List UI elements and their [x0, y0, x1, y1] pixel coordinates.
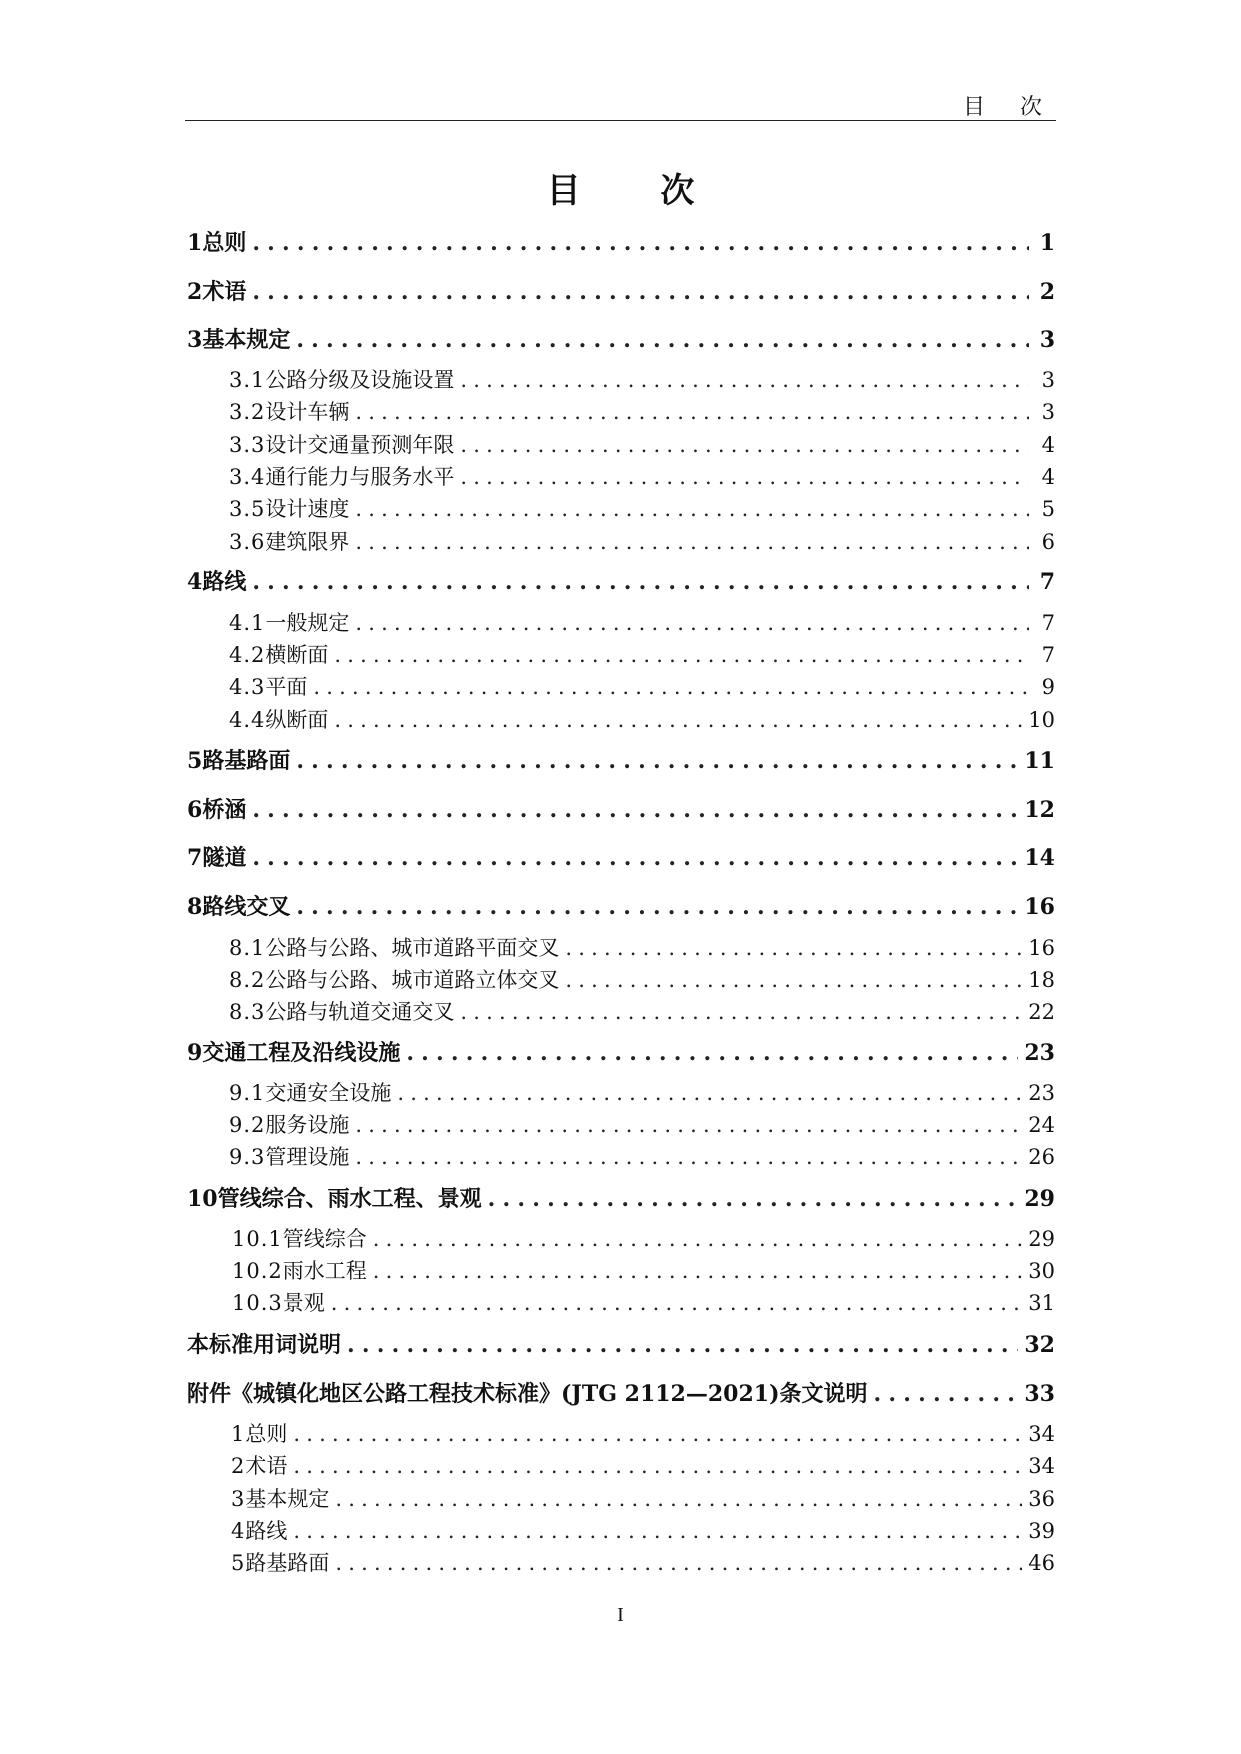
toc-page: 3	[1041, 368, 1055, 392]
toc-label: 路基路面	[202, 748, 291, 774]
toc-page: 26	[1028, 1145, 1055, 1169]
toc-page: 7	[1041, 643, 1055, 667]
toc-entry[interactable]	[187, 607, 1055, 637]
toc-label: 基本规定	[245, 1487, 330, 1511]
dot-leader	[334, 708, 1022, 732]
toc-number: 4	[231, 1519, 246, 1543]
toc-number: 3.3	[229, 433, 266, 457]
toc-entry[interactable]	[187, 1287, 1055, 1317]
toc-entry[interactable]	[187, 639, 1055, 669]
toc-entry[interactable]	[187, 364, 1055, 394]
page-title: 目 次	[546, 171, 729, 211]
toc-entry[interactable]	[187, 964, 1055, 994]
toc-number: 3.4	[229, 465, 266, 489]
dot-leader	[296, 748, 1018, 774]
toc-entry[interactable]	[187, 1077, 1055, 1107]
dot-leader	[460, 368, 1029, 392]
toc-entry[interactable]	[187, 429, 1055, 459]
dot-leader	[293, 1454, 1022, 1478]
toc-page: 29	[1024, 1186, 1055, 1212]
toc-number: 10.1	[232, 1227, 283, 1251]
toc-page: 16	[1024, 894, 1055, 920]
toc-entry[interactable]	[187, 1109, 1055, 1139]
toc-number: 10.2	[232, 1259, 283, 1283]
toc-page: 5	[1041, 497, 1055, 521]
toc-label: 横断面	[265, 643, 329, 667]
dot-leader	[355, 530, 1029, 554]
toc-number: 6	[187, 797, 203, 823]
dot-leader	[460, 465, 1029, 489]
toc-entry[interactable]	[187, 996, 1055, 1026]
toc-number: 8.1	[229, 936, 266, 960]
toc-label: 景观	[282, 1291, 325, 1315]
toc-entry[interactable]	[187, 1483, 1055, 1513]
toc-page: 22	[1028, 1000, 1055, 1024]
toc-page: 30	[1028, 1259, 1055, 1283]
toc-number: 2	[231, 1454, 246, 1478]
toc-label: 通行能力与服务水平	[265, 465, 455, 489]
toc-label: 总则	[245, 1422, 288, 1446]
dot-leader	[252, 230, 1029, 256]
toc-page: 10	[1028, 708, 1055, 732]
toc-page: 24	[1028, 1113, 1055, 1137]
toc-number: 1	[187, 230, 203, 256]
dot-leader	[347, 1332, 1018, 1358]
toc-label: 总则	[202, 230, 247, 256]
toc-label: 管理设施	[265, 1145, 350, 1169]
toc-label: 术语	[202, 279, 247, 305]
toc-number: 3.5	[229, 497, 266, 521]
dot-leader	[406, 1040, 1018, 1066]
toc-entry[interactable]	[187, 1515, 1055, 1545]
toc-number: 9	[187, 1040, 203, 1066]
dot-leader	[355, 497, 1029, 521]
toc-entry[interactable]	[187, 890, 1055, 921]
toc-page: 34	[1028, 1422, 1055, 1446]
dot-leader	[874, 1381, 1019, 1407]
dot-leader	[460, 1000, 1022, 1024]
dot-leader	[335, 1551, 1022, 1575]
toc-page: 6	[1041, 530, 1055, 554]
toc-entry[interactable]	[187, 565, 1055, 596]
toc-number: 9.1	[229, 1081, 266, 1105]
dot-leader	[373, 1227, 1023, 1251]
toc-page: 33	[1024, 1381, 1055, 1407]
toc-label: 路线	[245, 1519, 288, 1543]
toc-number: 3	[231, 1487, 246, 1511]
toc-entry[interactable]	[187, 461, 1055, 491]
toc-label: 公路与公路、城市道路平面交叉	[265, 936, 560, 960]
toc-entry[interactable]	[187, 1036, 1055, 1067]
toc-number: 8.2	[229, 968, 266, 992]
toc-number: 2	[187, 279, 203, 305]
toc-label: 公路分级及设施设置	[265, 368, 455, 392]
dot-leader	[331, 1291, 1023, 1315]
dot-leader	[296, 327, 1029, 353]
toc-label: 本标准用词说明	[187, 1332, 342, 1358]
toc-entry[interactable]	[187, 932, 1055, 962]
toc-entry[interactable]	[187, 1377, 1055, 1408]
toc-page: 31	[1028, 1291, 1055, 1315]
toc-label: 路线	[202, 569, 247, 595]
toc-page: 11	[1024, 748, 1055, 774]
toc-page: 29	[1028, 1227, 1055, 1251]
header-rule	[185, 120, 1056, 121]
toc-label: 路线交叉	[202, 894, 291, 920]
toc-label: 管线综合	[282, 1227, 367, 1251]
toc-number: 4.3	[229, 675, 266, 699]
toc-number: 3.6	[229, 530, 266, 554]
dot-leader	[565, 968, 1022, 992]
toc-number: 4.2	[229, 643, 266, 667]
toc-page: 36	[1028, 1487, 1055, 1511]
toc-entry[interactable]	[187, 1182, 1055, 1213]
toc-label: 管线综合、雨水工程、景观	[217, 1186, 482, 1212]
dot-leader	[460, 433, 1029, 457]
dot-leader	[355, 400, 1029, 424]
toc-entry[interactable]	[187, 1255, 1055, 1285]
toc-number: 5	[231, 1551, 246, 1575]
dot-leader	[293, 1519, 1022, 1543]
dot-leader	[252, 279, 1029, 305]
toc-entry[interactable]	[187, 275, 1055, 306]
dot-leader	[355, 1145, 1022, 1169]
toc-label: 路基路面	[245, 1551, 330, 1575]
toc-number: 3.1	[229, 368, 266, 392]
toc-page: 23	[1028, 1081, 1055, 1105]
running-header: 目 次	[963, 95, 1056, 120]
toc-page: 32	[1024, 1332, 1055, 1358]
toc-entry[interactable]	[187, 1223, 1055, 1253]
toc-entry[interactable]	[187, 396, 1055, 426]
toc-label: 设计交通量预测年限	[265, 433, 455, 457]
dot-leader	[373, 1259, 1023, 1283]
toc-page: 39	[1028, 1519, 1055, 1543]
footer-page-number: I	[617, 1604, 624, 1626]
dot-leader	[335, 1487, 1022, 1511]
dot-leader	[252, 845, 1018, 871]
toc-number: 1	[231, 1422, 246, 1446]
toc-number: 5	[187, 748, 203, 774]
dot-leader	[334, 643, 1029, 667]
dot-leader	[355, 1113, 1022, 1137]
dot-leader	[293, 1422, 1022, 1446]
toc-page: 7	[1041, 611, 1055, 635]
toc-label: 基本规定	[202, 327, 291, 353]
toc-label: 隧道	[202, 845, 247, 871]
toc-number: 3.2	[229, 400, 266, 424]
dot-leader	[252, 797, 1018, 823]
toc-entry[interactable]	[187, 671, 1055, 701]
toc-page: 3	[1039, 327, 1055, 353]
toc-page: 4	[1041, 433, 1055, 457]
toc-entry[interactable]	[187, 1450, 1055, 1480]
toc-entry[interactable]	[187, 841, 1055, 872]
dot-leader	[565, 936, 1022, 960]
dot-leader	[313, 675, 1029, 699]
toc-entry[interactable]	[187, 1547, 1055, 1577]
dot-leader	[355, 611, 1029, 635]
toc-label: 附件《城镇化地区公路工程技术标准》(JTG 2112—2021)条文说明	[187, 1381, 868, 1407]
toc-label: 一般规定	[265, 611, 350, 635]
toc-page: 34	[1028, 1454, 1055, 1478]
toc-number: 4	[187, 569, 203, 595]
dot-leader	[252, 569, 1029, 595]
toc-page: 14	[1024, 845, 1055, 871]
toc-page: 16	[1028, 936, 1055, 960]
toc-label: 公路与轨道交通交叉	[265, 1000, 455, 1024]
toc-entry[interactable]	[187, 323, 1055, 354]
toc-entry[interactable]	[187, 493, 1055, 523]
toc-number: 4.1	[229, 611, 266, 635]
toc-number: 10	[187, 1186, 218, 1212]
toc-page: 7	[1039, 569, 1055, 595]
toc-number: 7	[187, 845, 203, 871]
toc-entry[interactable]	[187, 744, 1055, 775]
toc-entry[interactable]	[187, 704, 1055, 734]
dot-leader	[296, 894, 1018, 920]
toc-number: 9.3	[229, 1145, 266, 1169]
toc-label: 交通安全设施	[265, 1081, 392, 1105]
dot-leader	[488, 1186, 1019, 1212]
toc-label: 服务设施	[265, 1113, 350, 1137]
toc-label: 桥涵	[202, 797, 247, 823]
toc-entry[interactable]	[187, 1418, 1055, 1448]
toc-number: 8	[187, 894, 203, 920]
toc-number: 9.2	[229, 1113, 266, 1137]
toc-page: 46	[1028, 1551, 1055, 1575]
toc-label: 设计车辆	[265, 400, 350, 424]
toc-page: 2	[1039, 279, 1055, 305]
toc-entry[interactable]	[187, 1141, 1055, 1171]
toc-number: 10.3	[232, 1291, 283, 1315]
dot-leader	[397, 1081, 1022, 1105]
toc-page: 23	[1024, 1040, 1055, 1066]
toc-label: 纵断面	[265, 708, 329, 732]
toc-label: 设计速度	[265, 497, 350, 521]
toc-entry[interactable]	[187, 526, 1055, 556]
toc-number: 3	[187, 327, 203, 353]
toc-label: 公路与公路、城市道路立体交叉	[265, 968, 560, 992]
toc-entry[interactable]	[187, 1328, 1055, 1359]
toc-page: 1	[1039, 230, 1055, 256]
toc-page: 3	[1041, 400, 1055, 424]
toc-page: 12	[1024, 797, 1055, 823]
toc-label: 术语	[245, 1454, 288, 1478]
toc-entry[interactable]	[187, 226, 1055, 257]
toc-entry[interactable]	[187, 793, 1055, 824]
toc-label: 雨水工程	[282, 1259, 367, 1283]
toc-number: 8.3	[229, 1000, 266, 1024]
toc-label: 交通工程及沿线设施	[202, 1040, 401, 1066]
toc-page: 18	[1028, 968, 1055, 992]
toc-page: 9	[1041, 675, 1055, 699]
toc-label: 建筑限界	[265, 530, 350, 554]
toc-label: 平面	[265, 675, 308, 699]
toc-number: 4.4	[229, 708, 266, 732]
toc-page: 4	[1041, 465, 1055, 489]
